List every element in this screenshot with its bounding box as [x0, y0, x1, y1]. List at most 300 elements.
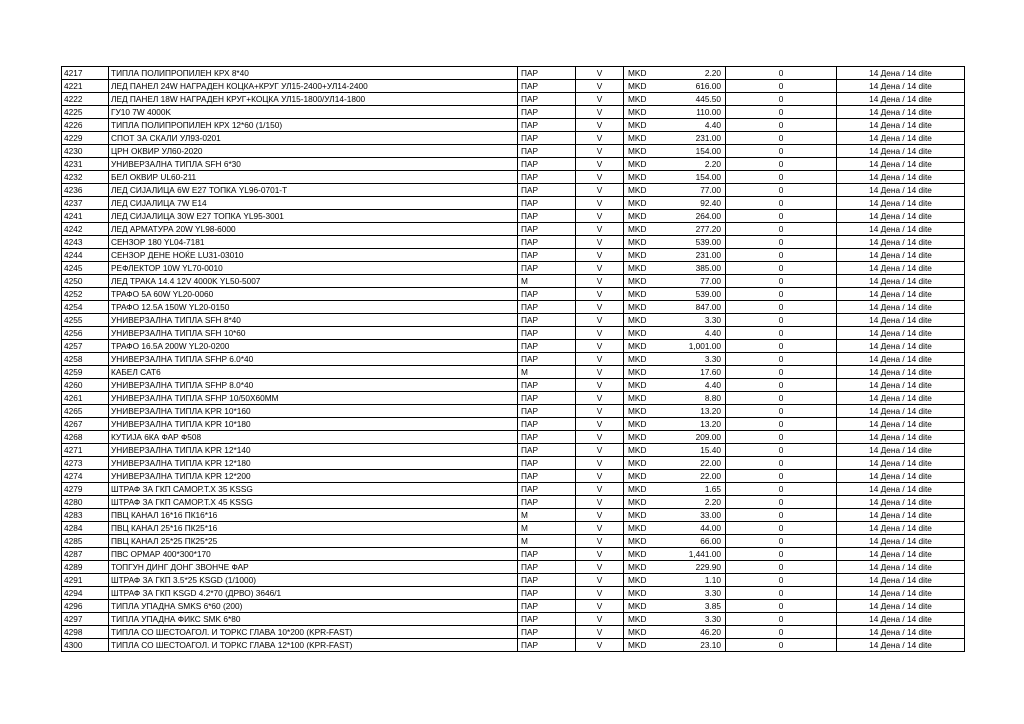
item-price-value: 66.00 — [700, 536, 721, 546]
item-code: 4289 — [62, 561, 109, 574]
item-code: 4291 — [62, 574, 109, 587]
item-stock: 0 — [726, 288, 837, 301]
item-delivery: 14 Дена / 14 dite — [837, 288, 965, 301]
item-unit: ПАР — [518, 600, 576, 613]
item-vat: V — [576, 613, 624, 626]
item-delivery: 14 Дена / 14 dite — [837, 574, 965, 587]
item-vat: V — [576, 223, 624, 236]
table-row — [62, 379, 965, 392]
item-code: 4261 — [62, 392, 109, 405]
item-currency: MKD — [628, 211, 647, 221]
item-delivery: 14 Дена / 14 dite — [837, 626, 965, 639]
item-vat: V — [576, 184, 624, 197]
item-name: ЦРН ОКВИР УЛ60-2020 — [109, 145, 518, 158]
item-price-value: 847.00 — [695, 302, 721, 312]
item-name: ШТРАФ ЗА ГКП САМОР.Т.Х 45 KSSG — [109, 496, 518, 509]
item-currency: MKD — [628, 471, 647, 481]
item-delivery: 14 Дена / 14 dite — [837, 379, 965, 392]
item-unit: ПАР — [518, 184, 576, 197]
table-row — [62, 457, 965, 470]
item-delivery: 14 Дена / 14 dite — [837, 613, 965, 626]
item-delivery: 14 Дена / 14 dite — [837, 184, 965, 197]
item-stock: 0 — [726, 639, 837, 652]
item-unit: М — [518, 535, 576, 548]
table-row — [62, 158, 965, 171]
item-price — [624, 444, 726, 457]
item-stock: 0 — [726, 392, 837, 405]
item-price — [624, 561, 726, 574]
item-code: 4259 — [62, 366, 109, 379]
item-vat: V — [576, 496, 624, 509]
item-price-value: 22.00 — [700, 458, 721, 468]
item-currency: MKD — [628, 133, 647, 143]
item-code: 4260 — [62, 379, 109, 392]
item-code: 4222 — [62, 93, 109, 106]
item-price-value: 154.00 — [695, 172, 721, 182]
table-row — [62, 587, 965, 600]
item-currency: MKD — [628, 549, 647, 559]
item-code: 4280 — [62, 496, 109, 509]
item-price-value: 3.30 — [704, 315, 721, 325]
item-name: УНИВЕРЗАЛНА ТИПЛА SFHP 6.0*40 — [109, 353, 518, 366]
item-unit: М — [518, 509, 576, 522]
table-row — [62, 80, 965, 93]
item-name: ТОПГУН ДИНГ ДОНГ ЗВОНЧЕ ФАР — [109, 561, 518, 574]
item-code: 4265 — [62, 405, 109, 418]
item-delivery: 14 Дена / 14 dite — [837, 431, 965, 444]
item-code: 4242 — [62, 223, 109, 236]
item-currency: MKD — [628, 185, 647, 195]
item-stock: 0 — [726, 379, 837, 392]
item-name: УНИВЕРЗАЛНА ТИПЛА KPR 10*160 — [109, 405, 518, 418]
item-delivery: 14 Дена / 14 dite — [837, 483, 965, 496]
item-price — [624, 405, 726, 418]
item-name: ЛЕД СИЈАЛИЦА 30W E27 ТОПКА YL95-3001 — [109, 210, 518, 223]
table-row — [62, 184, 965, 197]
table-row — [62, 197, 965, 210]
item-code: 4225 — [62, 106, 109, 119]
table-row — [62, 301, 965, 314]
table-row — [62, 418, 965, 431]
item-currency: MKD — [628, 432, 647, 442]
item-currency: MKD — [628, 328, 647, 338]
item-currency: MKD — [628, 588, 647, 598]
item-price — [624, 496, 726, 509]
item-delivery: 14 Дена / 14 dite — [837, 210, 965, 223]
item-currency: MKD — [628, 510, 647, 520]
item-name: УНИВЕРЗАЛНА ТИПЛА SFH 8*40 — [109, 314, 518, 327]
item-price — [624, 158, 726, 171]
item-price — [624, 119, 726, 132]
item-price — [624, 145, 726, 158]
item-price-value: 77.00 — [700, 185, 721, 195]
item-name: ШТРАФ ЗА ГКП САМОР.Т.Х 35 KSSG — [109, 483, 518, 496]
item-price-value: 44.00 — [700, 523, 721, 533]
item-vat: V — [576, 171, 624, 184]
item-price-value: 33.00 — [700, 510, 721, 520]
item-name: ЛЕД АРМАТУРА 20W YL98-6000 — [109, 223, 518, 236]
item-price-value: 77.00 — [700, 276, 721, 286]
item-code: 4237 — [62, 197, 109, 210]
item-price-value: 15.40 — [700, 445, 721, 455]
item-currency: MKD — [628, 445, 647, 455]
item-price-value: 110.00 — [696, 107, 721, 117]
item-vat: V — [576, 587, 624, 600]
item-unit: ПАР — [518, 223, 576, 236]
item-stock: 0 — [726, 67, 837, 80]
price-list-body — [62, 67, 965, 652]
item-unit: ПАР — [518, 80, 576, 93]
item-price-value: 209.00 — [695, 432, 721, 442]
item-currency: MKD — [628, 380, 647, 390]
item-unit: ПАР — [518, 119, 576, 132]
item-code: 4241 — [62, 210, 109, 223]
item-stock: 0 — [726, 249, 837, 262]
table-row — [62, 262, 965, 275]
item-unit: ПАР — [518, 236, 576, 249]
item-name: РЕФЛЕКТОР 10W YL70-0010 — [109, 262, 518, 275]
item-name: СЕНЗОР ДЕНЕ НОЌЕ LU31-03010 — [109, 249, 518, 262]
item-name: ЛЕД ТРАКА 14.4 12V 4000K YL50-5007 — [109, 275, 518, 288]
item-vat: V — [576, 483, 624, 496]
item-price-value: 1,001.00 — [688, 341, 721, 351]
item-stock: 0 — [726, 301, 837, 314]
item-name: УНИВЕРЗАЛНА ТИПЛА KPR 12*180 — [109, 457, 518, 470]
item-code: 4267 — [62, 418, 109, 431]
item-price-value: 2.20 — [704, 68, 721, 78]
item-unit: ПАР — [518, 405, 576, 418]
item-unit: ПАР — [518, 197, 576, 210]
item-vat: V — [576, 67, 624, 80]
item-vat: V — [576, 119, 624, 132]
item-code: 4258 — [62, 353, 109, 366]
item-code: 4296 — [62, 600, 109, 613]
item-vat: V — [576, 470, 624, 483]
item-price-value: 92.40 — [700, 198, 721, 208]
item-currency: MKD — [628, 224, 647, 234]
table-row — [62, 561, 965, 574]
item-delivery: 14 Дена / 14 dite — [837, 405, 965, 418]
item-code: 4283 — [62, 509, 109, 522]
item-price — [624, 262, 726, 275]
item-vat: V — [576, 236, 624, 249]
item-price — [624, 574, 726, 587]
item-unit: ПАР — [518, 340, 576, 353]
item-price — [624, 535, 726, 548]
item-unit: ПАР — [518, 444, 576, 457]
item-code: 4250 — [62, 275, 109, 288]
item-stock: 0 — [726, 561, 837, 574]
item-price-value: 229.90 — [695, 562, 721, 572]
item-unit: ПАР — [518, 158, 576, 171]
item-vat: V — [576, 340, 624, 353]
item-name: УНИВЕРЗАЛНА ТИПЛА SFHP 10/50X60MM — [109, 392, 518, 405]
item-price — [624, 392, 726, 405]
item-name: УНИВЕРЗАЛНА ТИПЛА SFH 10*60 — [109, 327, 518, 340]
item-price-value: 277.20 — [695, 224, 721, 234]
item-currency: MKD — [628, 575, 647, 585]
item-unit: ПАР — [518, 145, 576, 158]
item-vat: V — [576, 106, 624, 119]
item-delivery: 14 Дена / 14 dite — [837, 132, 965, 145]
item-currency: MKD — [628, 107, 647, 117]
table-row — [62, 366, 965, 379]
item-name: ПВЦ КАНАЛ 25*25 ПК25*25 — [109, 535, 518, 548]
item-currency: MKD — [628, 172, 647, 182]
item-stock: 0 — [726, 184, 837, 197]
item-unit: ПАР — [518, 314, 576, 327]
item-delivery: 14 Дена / 14 dite — [837, 158, 965, 171]
item-code: 4229 — [62, 132, 109, 145]
item-code: 4254 — [62, 301, 109, 314]
item-currency: MKD — [628, 640, 647, 650]
item-price-value: 46.20 — [700, 627, 721, 637]
item-vat: V — [576, 379, 624, 392]
item-price — [624, 639, 726, 652]
item-stock: 0 — [726, 158, 837, 171]
item-price — [624, 340, 726, 353]
item-delivery: 14 Дена / 14 dite — [837, 548, 965, 561]
item-code: 4297 — [62, 613, 109, 626]
item-unit: ПАР — [518, 288, 576, 301]
table-row — [62, 574, 965, 587]
item-price-value: 1.10 — [704, 575, 721, 585]
table-row — [62, 626, 965, 639]
table-row — [62, 249, 965, 262]
item-currency: MKD — [628, 601, 647, 611]
item-price — [624, 106, 726, 119]
item-code: 4252 — [62, 288, 109, 301]
item-currency: MKD — [628, 367, 647, 377]
item-code: 4244 — [62, 249, 109, 262]
item-name: ШТРАФ ЗА ГКП 3.5*25 KSGD (1/1000) — [109, 574, 518, 587]
item-name: УНИВЕРЗАЛНА ТИПЛА KPR 12*200 — [109, 470, 518, 483]
table-row — [62, 171, 965, 184]
item-price — [624, 600, 726, 613]
item-delivery: 14 Дена / 14 dite — [837, 392, 965, 405]
table-row — [62, 548, 965, 561]
item-stock: 0 — [726, 587, 837, 600]
item-stock: 0 — [726, 444, 837, 457]
item-price — [624, 366, 726, 379]
item-name: ТРАФО 12.5A 150W YL20-0150 — [109, 301, 518, 314]
item-price-value: 22.00 — [700, 471, 721, 481]
item-name: ПВС ОРМАР 400*300*170 — [109, 548, 518, 561]
item-delivery: 14 Дена / 14 dite — [837, 145, 965, 158]
item-price — [624, 431, 726, 444]
item-price-value: 4.40 — [704, 380, 721, 390]
item-stock: 0 — [726, 600, 837, 613]
item-name: СПОТ ЗА СКАЛИ УЛ93-0201 — [109, 132, 518, 145]
item-delivery: 14 Дена / 14 dite — [837, 457, 965, 470]
item-stock: 0 — [726, 405, 837, 418]
item-price-value: 385.00 — [695, 263, 721, 273]
item-code: 4268 — [62, 431, 109, 444]
item-price — [624, 184, 726, 197]
item-stock: 0 — [726, 509, 837, 522]
item-vat: V — [576, 132, 624, 145]
item-price-value: 539.00 — [695, 289, 721, 299]
item-stock: 0 — [726, 119, 837, 132]
item-vat: V — [576, 301, 624, 314]
item-price-value: 13.20 — [700, 419, 721, 429]
item-code: 4257 — [62, 340, 109, 353]
item-stock: 0 — [726, 171, 837, 184]
item-delivery: 14 Дена / 14 dite — [837, 418, 965, 431]
item-vat: V — [576, 210, 624, 223]
item-stock: 0 — [726, 522, 837, 535]
item-delivery: 14 Дена / 14 dite — [837, 301, 965, 314]
item-price — [624, 613, 726, 626]
item-price — [624, 236, 726, 249]
item-code: 4287 — [62, 548, 109, 561]
table-row — [62, 210, 965, 223]
item-price-value: 3.85 — [704, 601, 721, 611]
item-vat: V — [576, 93, 624, 106]
item-vat: V — [576, 418, 624, 431]
item-delivery: 14 Дена / 14 dite — [837, 275, 965, 288]
item-price-value: 17.60 — [700, 367, 721, 377]
item-name: ТИПЛА ПОЛИПРОПИЛЕН КРХ 12*60 (1/150) — [109, 119, 518, 132]
table-row — [62, 106, 965, 119]
item-price-value: 8.80 — [704, 393, 721, 403]
item-vat: V — [576, 145, 624, 158]
item-price-value: 3.30 — [704, 588, 721, 598]
item-vat: V — [576, 353, 624, 366]
item-currency: MKD — [628, 523, 647, 533]
item-currency: MKD — [628, 120, 647, 130]
item-price-value: 231.00 — [695, 250, 721, 260]
item-currency: MKD — [628, 276, 647, 286]
item-name: ПВЦ КАНАЛ 16*16 ПК16*16 — [109, 509, 518, 522]
item-price-value: 154.00 — [695, 146, 721, 156]
item-name: СЕНЗОР 180 YL04-7181 — [109, 236, 518, 249]
item-code: 4294 — [62, 587, 109, 600]
item-code: 4298 — [62, 626, 109, 639]
item-vat: V — [576, 561, 624, 574]
item-price — [624, 197, 726, 210]
item-price-value: 2.20 — [704, 159, 721, 169]
item-currency: MKD — [628, 302, 647, 312]
item-code: 4273 — [62, 457, 109, 470]
item-vat: V — [576, 327, 624, 340]
item-stock: 0 — [726, 457, 837, 470]
table-row — [62, 431, 965, 444]
item-stock: 0 — [726, 548, 837, 561]
item-currency: MKD — [628, 341, 647, 351]
item-delivery: 14 Дена / 14 dite — [837, 600, 965, 613]
item-currency: MKD — [628, 393, 647, 403]
item-vat: V — [576, 314, 624, 327]
item-stock: 0 — [726, 275, 837, 288]
item-price — [624, 210, 726, 223]
table-row — [62, 340, 965, 353]
item-stock: 0 — [726, 262, 837, 275]
item-unit: ПАР — [518, 132, 576, 145]
item-vat: V — [576, 431, 624, 444]
item-delivery: 14 Дена / 14 dite — [837, 197, 965, 210]
item-unit: ПАР — [518, 470, 576, 483]
item-delivery: 14 Дена / 14 dite — [837, 587, 965, 600]
table-row — [62, 275, 965, 288]
item-delivery: 14 Дена / 14 dite — [837, 561, 965, 574]
table-row — [62, 145, 965, 158]
item-vat: V — [576, 80, 624, 93]
item-unit: ПАР — [518, 457, 576, 470]
item-delivery: 14 Дена / 14 dite — [837, 223, 965, 236]
item-vat: V — [576, 574, 624, 587]
item-name: УНИВЕРЗАЛНА ТИПЛА KPR 10*180 — [109, 418, 518, 431]
item-name: ГУ10 7W 4000K — [109, 106, 518, 119]
item-currency: MKD — [628, 250, 647, 260]
item-price — [624, 327, 726, 340]
item-currency: MKD — [628, 536, 647, 546]
item-name: ТИПЛА СО ШЕСТОАГОЛ. И ТОРКС ГЛАВА 12*100 (KPR-FAST) — [109, 639, 518, 652]
item-price — [624, 509, 726, 522]
item-delivery: 14 Дена / 14 dite — [837, 80, 965, 93]
item-vat: V — [576, 366, 624, 379]
item-unit: ПАР — [518, 392, 576, 405]
item-name: ТИПЛА УПАДНА ФИКС SMK 6*80 — [109, 613, 518, 626]
item-stock: 0 — [726, 197, 837, 210]
item-delivery: 14 Дена / 14 dite — [837, 353, 965, 366]
item-code: 4285 — [62, 535, 109, 548]
item-name: ТИПЛА ПОЛИПРОПИЛЕН КРХ 8*40 — [109, 67, 518, 80]
item-price — [624, 171, 726, 184]
item-delivery: 14 Дена / 14 dite — [837, 93, 965, 106]
item-delivery: 14 Дена / 14 dite — [837, 470, 965, 483]
table-row — [62, 405, 965, 418]
item-unit: ПАР — [518, 262, 576, 275]
item-price — [624, 314, 726, 327]
item-price-value: 4.40 — [704, 120, 721, 130]
item-delivery: 14 Дена / 14 dite — [837, 522, 965, 535]
item-price-value: 264.00 — [695, 211, 721, 221]
item-unit: ПАР — [518, 67, 576, 80]
item-stock: 0 — [726, 535, 837, 548]
item-vat: V — [576, 509, 624, 522]
price-list-table — [61, 66, 965, 652]
table-row — [62, 613, 965, 626]
table-row — [62, 353, 965, 366]
item-currency: MKD — [628, 68, 647, 78]
item-vat: V — [576, 158, 624, 171]
item-price-value: 2.20 — [704, 497, 721, 507]
item-delivery: 14 Дена / 14 dite — [837, 119, 965, 132]
item-delivery: 14 Дена / 14 dite — [837, 639, 965, 652]
item-currency: MKD — [628, 94, 647, 104]
item-delivery: 14 Дена / 14 dite — [837, 509, 965, 522]
item-code: 4300 — [62, 639, 109, 652]
item-currency: MKD — [628, 406, 647, 416]
item-vat: V — [576, 275, 624, 288]
item-stock: 0 — [726, 366, 837, 379]
item-name: ЛЕД ПАНЕЛ 18W НАГРАДЕН КРУГ+КОЦКА УЛ15-1800/УЛ14-1800 — [109, 93, 518, 106]
item-name: КАБЕЛ CAT6 — [109, 366, 518, 379]
item-unit: ПАР — [518, 106, 576, 119]
item-code: 4217 — [62, 67, 109, 80]
table-row — [62, 392, 965, 405]
item-unit: ПАР — [518, 327, 576, 340]
item-vat: V — [576, 535, 624, 548]
item-code: 4231 — [62, 158, 109, 171]
item-name: УНИВЕРЗАЛНА ТИПЛА KPR 12*140 — [109, 444, 518, 457]
table-row — [62, 509, 965, 522]
item-vat: V — [576, 288, 624, 301]
item-currency: MKD — [628, 484, 647, 494]
item-unit: ПАР — [518, 210, 576, 223]
item-price-value: 616.00 — [695, 81, 721, 91]
